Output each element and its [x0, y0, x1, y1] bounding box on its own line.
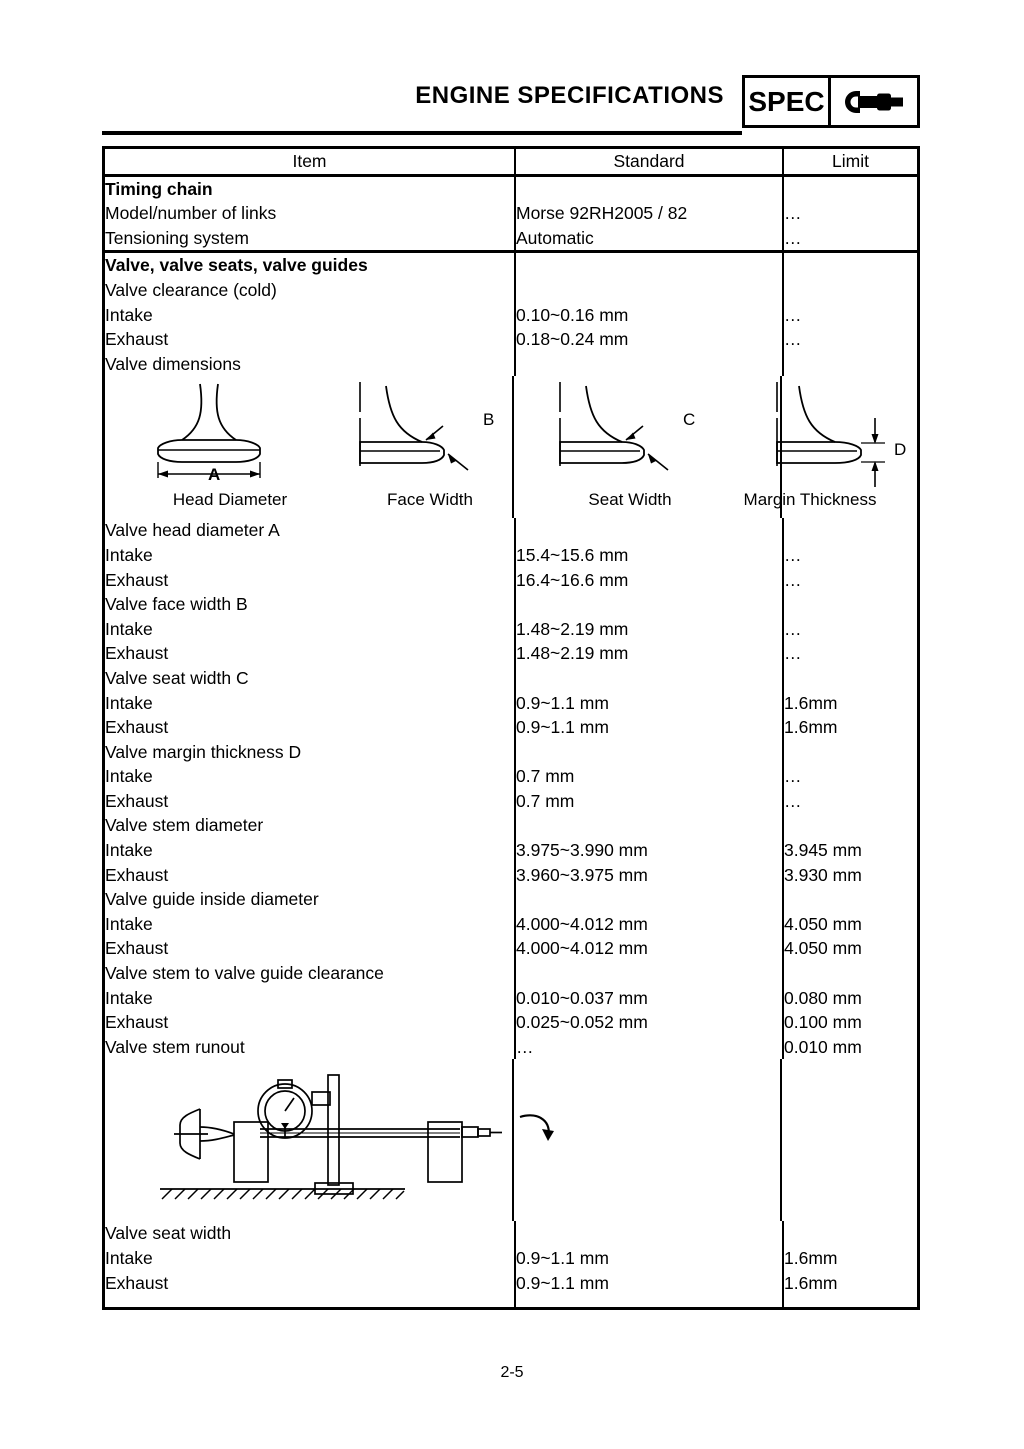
row-label: Valve head diameter A	[105, 520, 280, 541]
row-label: Valve stem runout	[105, 1036, 245, 1057]
row-label: Valve clearance (cold)	[105, 279, 277, 300]
cell-standard	[515, 592, 783, 617]
cell-limit: …	[783, 617, 917, 642]
table-row	[105, 641, 917, 666]
row-label: Intake	[105, 544, 153, 565]
row-label: Intake	[105, 1248, 153, 1268]
cell-limit	[783, 961, 917, 986]
table-row	[105, 863, 917, 888]
cell-limit: 3.930 mm	[783, 863, 917, 888]
figure-caption-face-width: Face Width	[387, 490, 473, 510]
cell-standard: 0.7 mm	[515, 789, 783, 814]
cell-limit	[783, 518, 917, 543]
cell-limit: 1.6mm	[783, 1271, 917, 1296]
cell-standard: 0.010~0.037 mm	[515, 986, 783, 1011]
row-label: Tensioning system	[105, 227, 249, 248]
row-label: Intake	[105, 913, 153, 934]
column-header-limit: Limit	[783, 149, 917, 175]
spec-tab-label: SPEC	[745, 78, 831, 125]
cell-limit	[783, 352, 917, 377]
row-label: Exhaust	[105, 569, 169, 590]
cell-standard: 0.9~1.1 mm	[515, 715, 783, 740]
cell-limit: 0.010 mm	[783, 1035, 917, 1060]
cell-standard: 0.18~0.24 mm	[515, 327, 783, 352]
table-row	[105, 887, 917, 912]
cell-standard: 15.4~15.6 mm	[515, 543, 783, 568]
table-row	[105, 912, 917, 937]
figure-caption-margin-thickness: Margin Thickness	[743, 490, 877, 510]
page-header	[0, 0, 1024, 140]
table-spacer-row	[105, 1295, 917, 1307]
table-row	[105, 543, 917, 568]
row-label: Valve stem diameter	[105, 815, 264, 836]
group-title-timing-chain: Timing chain	[105, 178, 213, 199]
cell-limit: …	[783, 327, 917, 352]
table-body	[105, 175, 917, 1307]
cell-limit	[783, 1221, 917, 1246]
cell-standard	[515, 175, 783, 201]
table-row	[105, 352, 917, 377]
spacer-cell	[515, 1295, 783, 1307]
cell-limit	[783, 887, 917, 912]
cell-limit: …	[783, 543, 917, 568]
column-header-standard: Standard	[515, 149, 783, 175]
cell-standard: Morse 92RH2005 / 82	[515, 201, 783, 226]
table-row	[105, 568, 917, 593]
cell-limit	[783, 278, 917, 303]
cell-standard: 16.4~16.6 mm	[515, 568, 783, 593]
cell-standard	[515, 352, 783, 377]
cell-standard: 3.960~3.975 mm	[515, 863, 783, 888]
figure-caption-head-diameter: Head Diameter	[172, 490, 288, 510]
dimension-label-a: A	[208, 465, 221, 485]
cell-standard: 0.10~0.16 mm	[515, 303, 783, 328]
table-header	[105, 149, 917, 175]
row-label: Exhaust	[105, 1272, 169, 1293]
table-row	[105, 1035, 917, 1060]
row-label: Intake	[105, 618, 153, 639]
cell-limit: 1.6mm	[783, 1246, 917, 1271]
table-row	[105, 175, 917, 201]
page-number: 2-5	[500, 1364, 524, 1381]
table-row	[105, 961, 917, 986]
cell-standard	[515, 740, 783, 765]
cell-standard	[515, 252, 783, 278]
row-label: Intake	[105, 987, 153, 1008]
cell-standard	[515, 278, 783, 303]
row-label: Valve seat width C	[105, 667, 249, 688]
table-row	[105, 740, 917, 765]
row-label: Intake	[105, 304, 153, 325]
cell-standard	[515, 813, 783, 838]
table-row	[105, 691, 917, 716]
row-label: Exhaust	[105, 329, 169, 350]
cell-standard	[515, 887, 783, 912]
dimension-label-d: D	[894, 440, 907, 460]
micrometer-icon	[831, 78, 917, 125]
header-divider-rule	[102, 131, 742, 135]
cell-standard: 3.975~3.990 mm	[515, 838, 783, 863]
table-row	[105, 1271, 917, 1296]
valve-stem-runout-figure	[105, 1059, 917, 1221]
dimension-label-b: B	[483, 410, 495, 430]
row-label: Valve seat width	[105, 1223, 232, 1244]
cell-limit: 4.050 mm	[783, 936, 917, 961]
cell-standard	[515, 666, 783, 691]
table-row	[105, 303, 917, 328]
table-row	[105, 201, 917, 226]
cell-limit: 0.080 mm	[783, 986, 917, 1011]
table-row	[105, 617, 917, 642]
row-label: Valve guide inside diameter	[105, 889, 319, 910]
table-row	[105, 518, 917, 543]
row-label: Exhaust	[105, 643, 169, 664]
table-header-row	[105, 149, 917, 175]
cell-limit	[783, 252, 917, 278]
cell-limit: …	[783, 568, 917, 593]
engine-specifications-table	[102, 146, 920, 1310]
page-title: ENGINE SPECIFICATIONS	[415, 82, 724, 109]
row-label: Exhaust	[105, 1012, 169, 1033]
table-row	[105, 278, 917, 303]
cell-limit	[783, 740, 917, 765]
table-row	[105, 986, 917, 1011]
cell-limit: …	[783, 641, 917, 666]
row-label: Valve stem to valve guide clearance	[105, 963, 384, 984]
cell-standard	[515, 518, 783, 543]
row-label: Model/number of links	[105, 203, 277, 224]
valve-dimension-figures	[105, 376, 917, 518]
cell-standard: 1.48~2.19 mm	[515, 641, 783, 666]
cell-limit: 0.100 mm	[783, 1010, 917, 1035]
cell-standard: 0.7 mm	[515, 764, 783, 789]
table-row	[105, 252, 917, 278]
cell-standard: 0.9~1.1 mm	[515, 691, 783, 716]
cell-limit: 1.6mm	[783, 715, 917, 740]
cell-limit: 4.050 mm	[783, 912, 917, 937]
table-row	[105, 813, 917, 838]
table-row	[105, 1221, 917, 1246]
cell-limit: …	[783, 201, 917, 226]
table-row	[105, 789, 917, 814]
table-row	[105, 1246, 917, 1271]
figure-caption-seat-width: Seat Width	[588, 490, 672, 510]
row-label: Intake	[105, 766, 153, 787]
cell-limit	[783, 592, 917, 617]
table-row	[105, 764, 917, 789]
table-row	[105, 666, 917, 691]
cell-standard: Automatic	[515, 226, 783, 252]
column-header-item: Item	[105, 149, 515, 175]
table-row	[105, 327, 917, 352]
row-label: Intake	[105, 840, 153, 861]
cell-standard: 4.000~4.012 mm	[515, 912, 783, 937]
cell-limit	[783, 813, 917, 838]
table-row	[105, 715, 917, 740]
table-row	[105, 1010, 917, 1035]
spacer-cell	[783, 1295, 917, 1307]
table-row	[105, 838, 917, 863]
spacer-cell	[105, 1295, 515, 1307]
row-label: Valve margin thickness D	[105, 741, 302, 762]
row-label: Exhaust	[105, 790, 169, 811]
cell-standard	[515, 1221, 783, 1246]
cell-limit: 3.945 mm	[783, 838, 917, 863]
cell-limit	[783, 666, 917, 691]
row-label: Exhaust	[105, 864, 169, 885]
row-label: Valve face width B	[105, 594, 248, 615]
table-row	[105, 936, 917, 961]
row-label: Intake	[105, 692, 153, 713]
row-label: Valve dimensions	[105, 353, 241, 374]
cell-standard: 0.9~1.1 mm	[515, 1271, 783, 1296]
spec-tab-box	[742, 75, 920, 128]
cell-limit: …	[783, 303, 917, 328]
cell-limit: …	[783, 226, 917, 252]
cell-standard: 4.000~4.012 mm	[515, 936, 783, 961]
cell-limit	[783, 175, 917, 201]
group-title-valve: Valve, valve seats, valve guides	[105, 252, 515, 278]
table-row-figure	[105, 376, 917, 518]
table-row-figure	[105, 1059, 917, 1221]
cell-limit: 1.6mm	[783, 691, 917, 716]
cell-standard: 0.025~0.052 mm	[515, 1010, 783, 1035]
row-label: Exhaust	[105, 938, 169, 959]
cell-limit: …	[783, 789, 917, 814]
dimension-label-c: C	[683, 410, 696, 430]
cell-standard: 1.48~2.19 mm	[515, 617, 783, 642]
cell-standard: 0.9~1.1 mm	[515, 1246, 783, 1271]
cell-standard	[515, 961, 783, 986]
row-label: Exhaust	[105, 717, 169, 738]
table-row	[105, 226, 917, 252]
cell-limit: …	[783, 764, 917, 789]
table-row	[105, 592, 917, 617]
cell-standard: …	[515, 1035, 783, 1060]
